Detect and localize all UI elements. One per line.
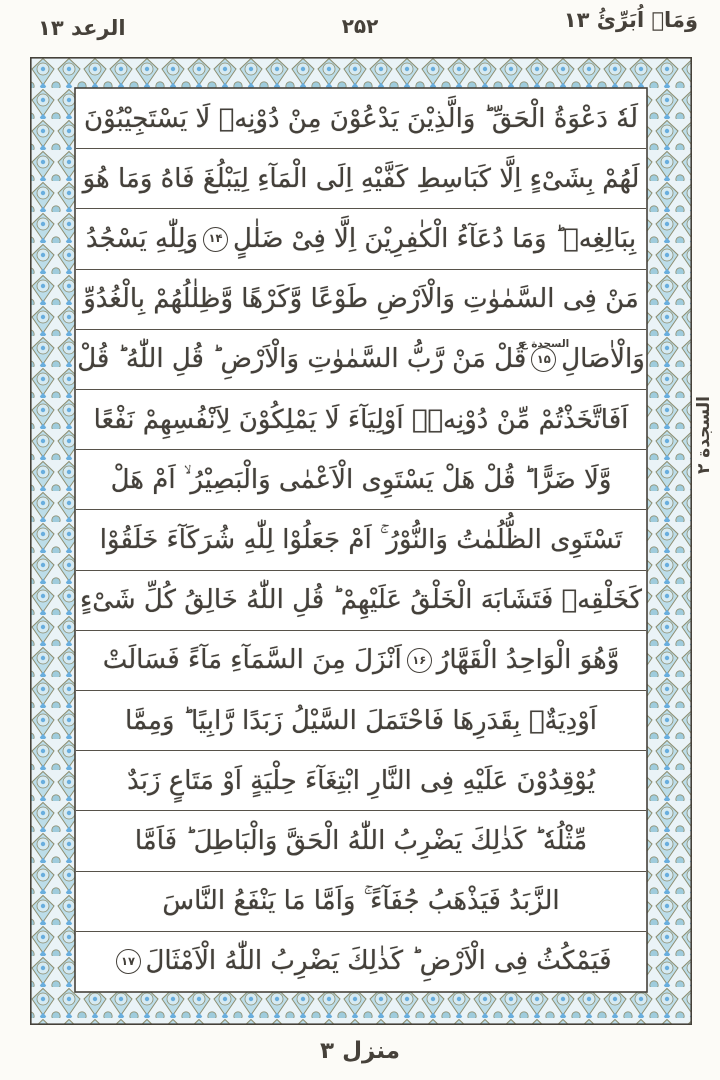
ayah-end-marker: ۱۶ [407,648,432,673]
ayah-text: مِّثْلُهٗ ؕ كَذٰلِكَ يَضْرِبُ اللّٰهُ الْحَقَّ وَالْبَاطِلَ ؕ فَاَمَّا [134,826,588,857]
text-line [76,270,646,330]
text-line [76,510,646,570]
surah-title-label: الرعد ۱۳ [38,16,126,40]
ayah-text: كَخَلْقِهٖ فَتَشَابَهَ الْخَلْقُ عَلَيْهِمْ ؕ قُلِ اللّٰهُ خَالِقُ كُلِّ شَىْءٍ [79,585,643,616]
text-line [76,751,646,811]
text-line [76,390,646,450]
text-line [76,450,646,510]
text-line [76,691,646,751]
juz-title-label: وَمَاۤ اُبَرِّئُ ۱۳ [563,8,698,32]
text-line [76,631,646,691]
ayah-text: مَنْ فِى السَّمٰوٰتِ وَالْاَرْضِ طَوْعًا وَّكَرْهًا وَّظِلٰلُهُمْ بِالْغُدُوِّ [83,284,639,315]
text-line [76,571,646,631]
ayah-text: وَّهُوَ الْوَاحِدُ الْقَهَّارُ [436,645,620,676]
sajdah-note: السجدة ع [520,338,570,351]
ayah-text: لَهُمْ بِشَىْءٍ اِلَّا كَبَاسِطِ كَفَّيْهِ اِلَى الْمَآءِ لِيَبْلُغَ فَاهُ وَمَا هُوَ [82,163,640,194]
text-line [76,89,646,149]
text-line [76,932,646,991]
ayah-text: قُلْ مَنْ رَّبُّ السَّمٰوٰتِ وَالْاَرْضِ ؕ قُلِ اللّٰهُ ؕ قُلْ [77,344,527,375]
text-line [76,149,646,209]
ayah-text: وَلِلّٰهِ يَسْجُدُ [85,224,199,254]
ayah-end-marker: ۱۵ السجدة ع [531,347,556,372]
ayah-text: فَيَمْكُثُ فِى الْاَرْضِ ؕ كَذٰلِكَ يَضْرِبُ اللّٰهُ الْاَمْثَالَ [145,946,612,977]
ayah-text: لَهٗ دَعْوَةُ الْحَقِّ ؕ وَالَّذِيْنَ يَدْعُوْنَ مِنْ دُوْنِهٖ لَا يَسْتَجِيْبُوْنَ [83,103,639,134]
ayah-text: وَالْاٰصَالِ [561,344,645,375]
page-number-label: ۲۵۲ [341,14,379,38]
sajdah-margin-label: السجدة ۲ [694,396,714,474]
text-line [76,330,646,390]
ayah-text: يُوْقِدُوْنَ عَلَيْهِ فِى النَّارِ ابْتِغَآءَ حِلْيَةٍ اَوْ مَتَاعٍ زَبَدٌ [127,765,595,796]
quran-text-lines [76,89,646,991]
ayah-text: اَوْدِيَةٌۢ بِقَدَرِهَا فَاحْتَمَلَ السَّيْلُ زَبَدًا رَّابِيًا ؕ وَمِمَّا [125,705,597,736]
text-line [76,209,646,269]
text-line [76,811,646,871]
text-line [76,872,646,932]
ayah-text: الزَّبَدُ فَيَذْهَبُ جُفَآءً ۚ وَاَمَّا مَا يَنْفَعُ النَّاسَ [162,886,560,917]
ayah-text: اَنْزَلَ مِنَ السَّمَآءِ مَآءً فَسَالَتْ [102,645,402,676]
manzil-label: منزل ۳ [320,1038,400,1064]
ayah-text: اَفَاتَّخَذْتُمْ مِّنْ دُوْنِهٖۤ اَوْلِيَآءَ لَا يَمْلِكُوْنَ لِاَنْفُسِهِمْ نَفْعًا [93,404,629,435]
ayah-text: وَّلَا ضَرًّا ؕ قُلْ هَلْ يَسْتَوِى الْاَعْمٰى وَالْبَصِيْرُ ۙ اَمْ هَلْ [110,464,612,495]
ayah-end-marker: ۱۴ [203,227,228,252]
ayah-text: تَسْتَوِى الظُّلُمٰتُ وَالنُّوْرُ ۚ اَمْ جَعَلُوْا لِلّٰهِ شُرَكَآءَ خَلَقُوْا [99,525,623,556]
ayah-text: بِبَالِغِهٖ ؕ وَمَا دُعَآءُ الْكٰفِرِيْنَ اِلَّا فِىْ ضَلٰلٍ [233,224,637,254]
ayah-end-marker: ۱۷ [116,949,141,974]
